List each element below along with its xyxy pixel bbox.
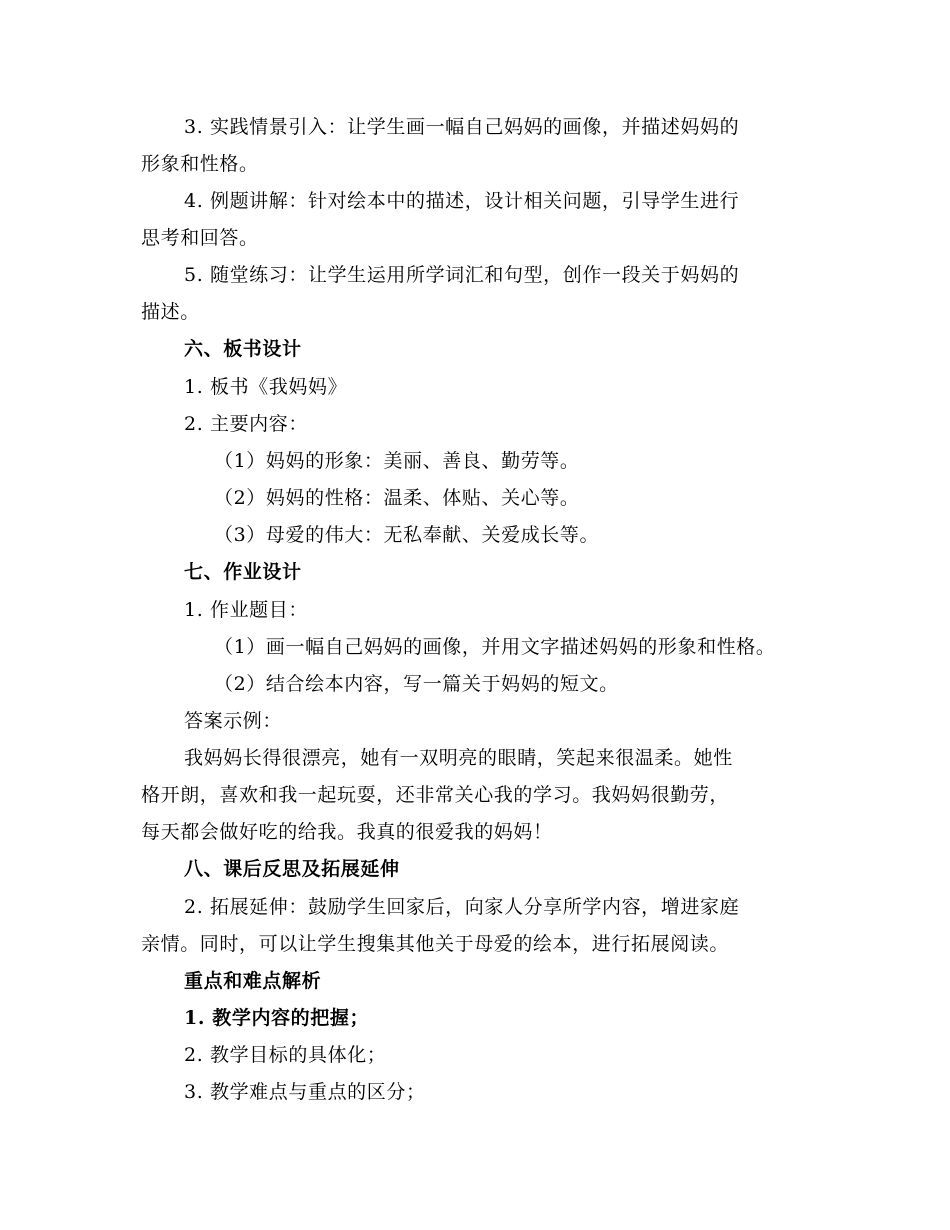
board-item-1: 1. 板书《我妈妈》 — [184, 376, 348, 398]
homework-subitem-2: （2）结合绘本内容，写一篇关于妈妈的短文。 — [214, 673, 619, 695]
section-heading-reflection: 八、课后反思及拓展延伸 — [184, 858, 400, 880]
homework-item-1: 1. 作业题目： — [184, 599, 308, 621]
section-heading-key-points: 重点和难点解析 — [184, 970, 322, 992]
board-subitem-3: （3）母爱的伟大：无私奉献、关爱成长等。 — [214, 524, 600, 546]
step-4-line-1: 4. 例题讲解：针对绘本中的描述，设计相关问题，引导学生进行 — [184, 190, 740, 212]
extension-line-1: 2. 拓展延伸：鼓励学生回家后，向家人分享所学内容，增进家庭 — [184, 896, 740, 918]
answer-example-label: 答案示例： — [184, 710, 283, 732]
section-heading-board-design: 六、板书设计 — [184, 338, 302, 360]
section-heading-homework: 七、作业设计 — [184, 561, 302, 583]
board-subitem-2: （2）妈妈的性格：温柔、体贴、关心等。 — [214, 487, 580, 509]
step-4-line-2: 思考和回答。 — [141, 227, 259, 249]
extension-line-2: 亲情。同时，可以让学生搜集其他关于母爱的绘本，进行拓展阅读。 — [141, 933, 730, 955]
key-point-2: 2. 教学目标的具体化； — [184, 1044, 387, 1066]
answer-example-line-1: 我妈妈长得很漂亮，她有一双明亮的眼睛，笑起来很温柔。她性 — [184, 747, 733, 769]
answer-example-line-3: 每天都会做好吃的给我。我真的很爱我的妈妈！ — [141, 821, 553, 843]
board-item-2: 2. 主要内容： — [184, 413, 308, 435]
key-point-1: 1. 教学内容的把握； — [184, 1007, 370, 1029]
key-point-3: 3. 教学难点与重点的区分； — [184, 1081, 426, 1103]
homework-subitem-1: （1）画一幅自己妈妈的画像，并用文字描述妈妈的形象和性格。 — [214, 636, 776, 658]
step-3-line-1: 3. 实践情景引入：让学生画一幅自己妈妈的画像，并描述妈妈的 — [184, 116, 740, 138]
step-5-line-1: 5. 随堂练习：让学生运用所学词汇和句型，创作一段关于妈妈的 — [184, 264, 740, 286]
step-5-line-2: 描述。 — [141, 301, 200, 323]
answer-example-line-2: 格开朗，喜欢和我一起玩耍，还非常关心我的学习。我妈妈很勤劳， — [141, 784, 730, 806]
step-3-line-2: 形象和性格。 — [141, 153, 259, 175]
board-subitem-1: （1）妈妈的形象：美丽、善良、勤劳等。 — [214, 450, 580, 472]
